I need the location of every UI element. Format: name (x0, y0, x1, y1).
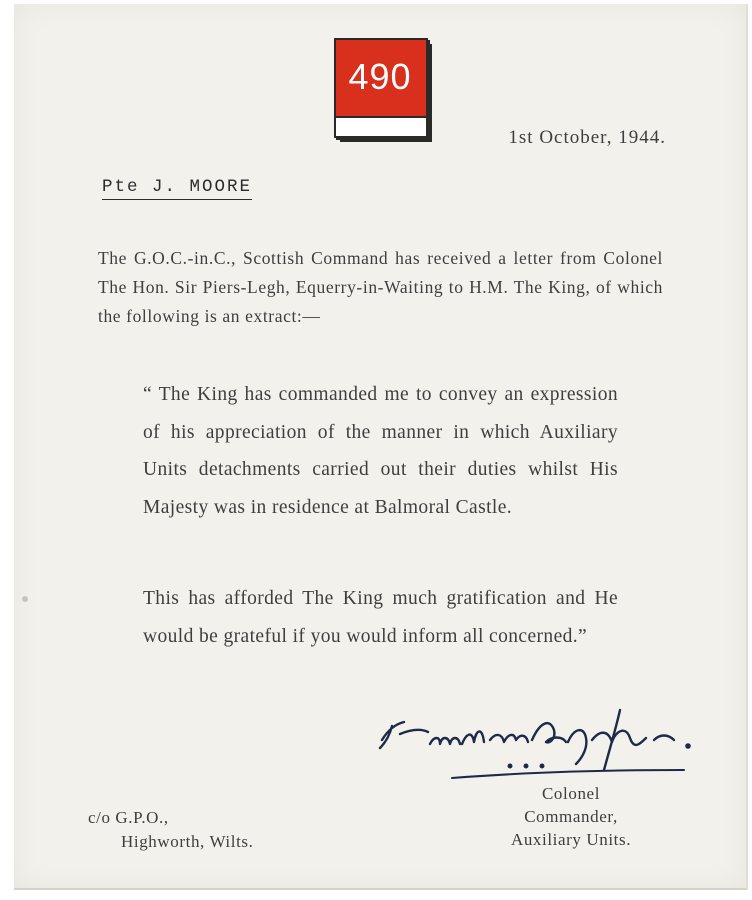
addressee: Pte J. MOORE (102, 176, 252, 200)
letter-date: 1st October, 1944. (508, 127, 666, 148)
signatory-block (478, 782, 664, 851)
signatory-rank: Colonel (541, 784, 601, 803)
sender-address (88, 806, 253, 854)
quote-paragraph-1: “ The King has commanded me to convey an expression of his appreciation of the manner in which Auxiliary Units detachments carried out their duties whilst His Majesty was in residence at Balmoral Castle. (143, 384, 618, 518)
paper-stain (22, 596, 28, 602)
signatory-title: Commander, (524, 807, 618, 826)
handwritten-signature (370, 700, 700, 790)
address-line-2: Highworth, Wilts. (121, 832, 254, 851)
intro-paragraph: The G.O.C.-in.C., Scottish Command has received a letter from Colonel The Hon. Sir Piers-Legh, Equerry-in-Waiting to H.M. The King, of which the following is an extract:— (98, 248, 663, 326)
signatory-unit: Auxiliary Units. (510, 830, 632, 849)
emblem-number: 490 (348, 56, 412, 97)
unit-emblem (334, 38, 436, 146)
quote-paragraph-2: This has afforded The King much gratification and He would be grateful if you would inform all concerned.” (143, 588, 618, 647)
address-line-1: c/o G.P.O., (88, 808, 169, 827)
